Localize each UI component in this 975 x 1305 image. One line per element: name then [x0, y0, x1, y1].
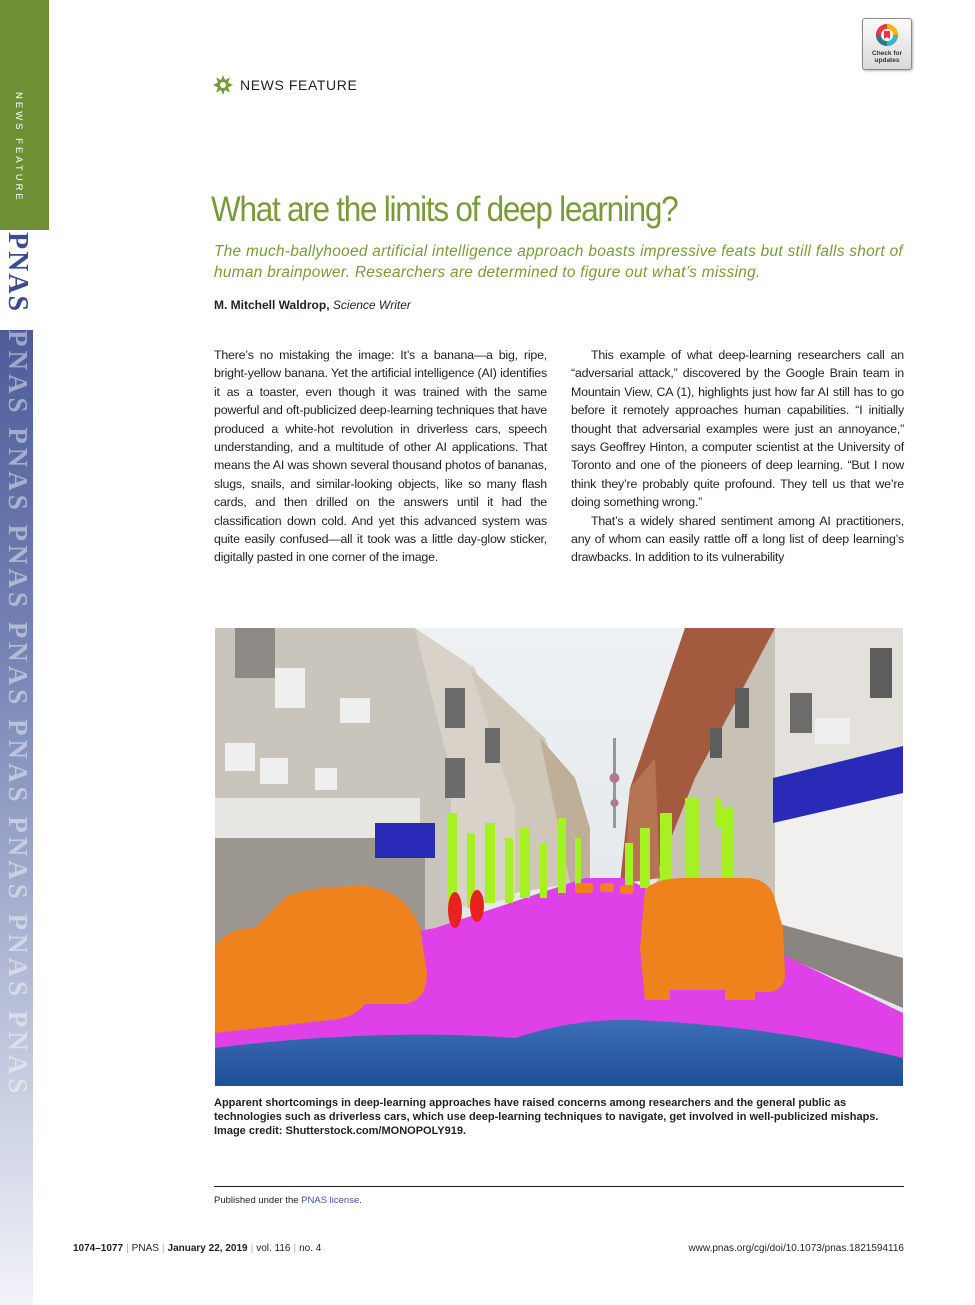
body-column-left	[214, 346, 547, 567]
body-column-right	[571, 346, 904, 567]
pnas-license-link[interactable]: PNAS license	[301, 1195, 360, 1206]
footer-date: January 22, 2019	[167, 1243, 248, 1254]
starburst-icon	[213, 75, 233, 95]
section-sidebar-tab	[0, 0, 49, 230]
footnote-rule	[214, 1186, 904, 1187]
article-subtitle: The much-ballyhooed artificial intelligence approach boasts impressive feats but still falls short of human brainpower. Researchers are determined to figure out what’s missing.	[214, 243, 904, 281]
car-segment-right	[640, 878, 785, 1000]
body-paragraph: This example of what deep-learning researchers call an “adversarial attack,” discovered by the Google Brain team in Mountain View, CA (1), highlights just how far AI still has to go before it remotely approaches human capabilities. “I initially thought that adversarial examples were just an annoyance,” says Geoffrey Hinton, a computer scientist at the University of Toronto and one of the pioneers of deep learning. “But I now think they’re probably quite profound. They tell us that we’re doing something wrong.”	[571, 348, 904, 510]
pnas-logo: PNAS	[2, 232, 33, 314]
author-role: Science Writer	[332, 298, 411, 312]
footer-citation: 1074–1077 | PNAS | January 22, 2019 | vol. 116 | no. 4	[73, 1243, 322, 1254]
section-tag-label: NEWS FEATURE	[240, 77, 358, 93]
footer-issue: no. 4	[299, 1243, 322, 1254]
license-note	[214, 1195, 362, 1206]
footer-pages: 1074–1077	[73, 1243, 124, 1254]
check-for-updates-label: Check for updates	[872, 50, 902, 64]
footer-doi-url[interactable]: www.pnas.org/cgi/doi/10.1073/pnas.1821594116	[688, 1243, 904, 1254]
crossmark-icon	[863, 19, 911, 51]
street-scene-illustration	[215, 628, 903, 1086]
footer-volume: vol. 116	[256, 1243, 291, 1254]
pnas-watermark: PNAS PNAS PNAS PNAS PNAS PNAS PNAS PNAS	[3, 330, 33, 1098]
sign-segment	[375, 823, 435, 858]
license-prefix: Published under the	[214, 1195, 302, 1206]
sidebar-tab-label: NEWS FEATURE	[13, 92, 24, 203]
license-suffix: .	[359, 1195, 362, 1206]
body-paragraph: That’s a widely shared sentiment among AI practitioners, any of whom can easily rattle off a long list of deep learning’s drawbacks. In addition to its vulnerability	[571, 513, 904, 565]
byline	[214, 298, 411, 312]
author-name: M. Mitchell Waldrop,	[214, 298, 330, 312]
check-for-updates-badge[interactable]	[862, 18, 912, 70]
article-title: What are the limits of deep learning?	[211, 190, 678, 229]
body-paragraph: There’s no mistaking the image: It’s a banana—a big, ripe, bright-yellow banana. Yet the artificial intelligence (AI) identifies it as a toaster, even though it was trained with the same powerful and oft-publicized deep-learning techniques that have produced a white-hot revolution in driverless cars, speech understanding, and a multitude of other AI applications. That means the AI was shown several thousand photos of bananas, slugs, snails, and similar-looking objects, like so many flash cards, and then drilled on the answers until it had the classification down cold. And yet this advanced system was quite easily confused—all it took was a little day-glow sticker, digitally pasted in one corner of the image.	[214, 348, 547, 565]
figure-caption: Apparent shortcomings in deep-learning approaches have raised concerns among researchers and the general public as technologies such as driverless cars, which use deep-learning techniques to navigate, get involved in well-publicized mishaps. Image credit: Shutterstock.com/MONOPOLY919.	[214, 1097, 879, 1137]
figure-street-segmentation-image	[215, 628, 903, 1086]
footer-journal: PNAS	[131, 1243, 159, 1254]
